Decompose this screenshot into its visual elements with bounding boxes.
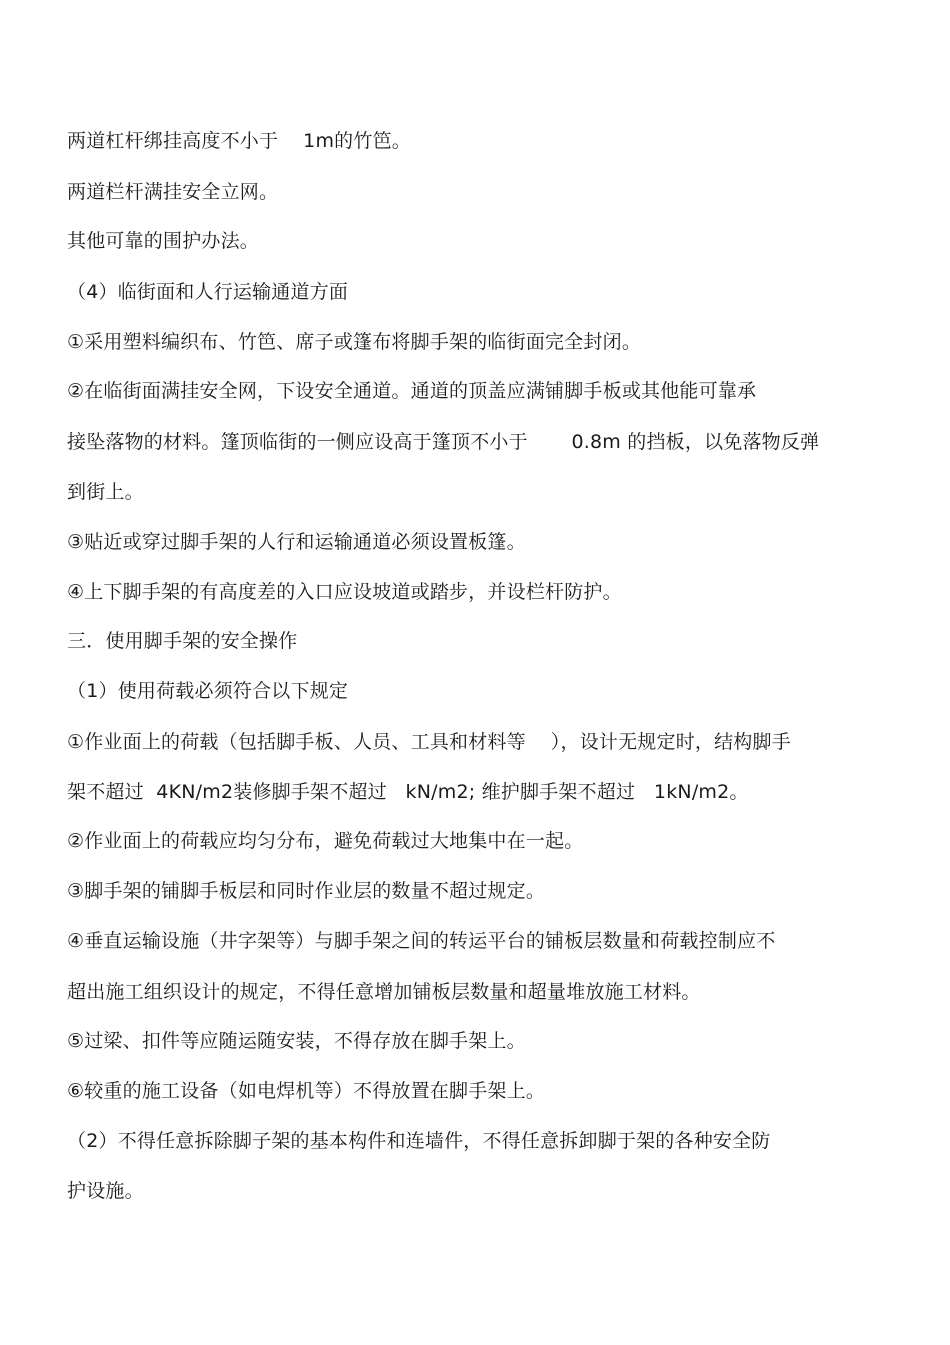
- text-line: ④上下脚手架的有高度差的入口应设坡道或踏步，并设栏杆防护。: [67, 581, 622, 603]
- text-line: 到街上。: [67, 481, 144, 503]
- text-line: 其他可靠的围护办法。: [67, 230, 260, 252]
- text-line: 两道栏杆满挂安全立网。: [67, 181, 279, 203]
- section-heading: （4）临街面和人行运输通道方面: [67, 281, 349, 303]
- text-line: ③脚手架的铺脚手板层和同时作业层的数量不超过规定。: [67, 880, 546, 902]
- text-line: ③贴近或穿过脚手架的人行和运输通道必须设置板篷。: [67, 531, 526, 553]
- text-line: 接坠落物的材料。篷顶临街的一侧应设高于篷顶不小于 0.8m 的挡板，以免落物反弹: [67, 431, 820, 453]
- text-line: ②作业面上的荷载应均匀分布，避免荷载过大地集中在一起。: [67, 830, 584, 852]
- text-line: ⑤过梁、扣件等应随运随安装，不得存放在脚手架上。: [67, 1030, 526, 1052]
- text-line: ①作业面上的荷载（包括脚手板、人员、工具和材料等 ），设计无规定时，结构脚手: [67, 731, 791, 753]
- text-line: ⑥较重的施工设备（如电焊机等）不得放置在脚手架上。: [67, 1080, 546, 1102]
- text-line: ④垂直运输设施（井字架等）与脚手架之间的转运平台的铺板层数量和荷载控制应不: [67, 930, 776, 952]
- text-line: 超出施工组织设计的规定，不得任意增加铺板层数量和超量堆放施工材料。: [67, 981, 701, 1003]
- section-heading: 三．使用脚手架的安全操作: [67, 630, 298, 652]
- text-line: ②在临街面满挂安全网，下设安全通道。通道的顶盖应满铺脚手板或其他能可靠承: [67, 380, 757, 402]
- text-line: 两道杠杆绑挂高度不小于 1m的竹笆。: [67, 130, 411, 152]
- text-line: 架不超过 4KN/m2装修脚手架不超过 kN/m2; 维护脚手架不超过 1kN/m2。: [67, 781, 749, 803]
- text-line: ①采用塑料编织布、竹笆、席子或篷布将脚手架的临街面完全封闭。: [67, 331, 642, 353]
- section-heading: （1）使用荷载必须符合以下规定: [67, 680, 349, 702]
- section-heading: （2）不得任意拆除脚子架的基本构件和连墙件，不得任意拆卸脚于架的各种安全防: [67, 1130, 771, 1152]
- text-line: 护设施。: [67, 1180, 144, 1202]
